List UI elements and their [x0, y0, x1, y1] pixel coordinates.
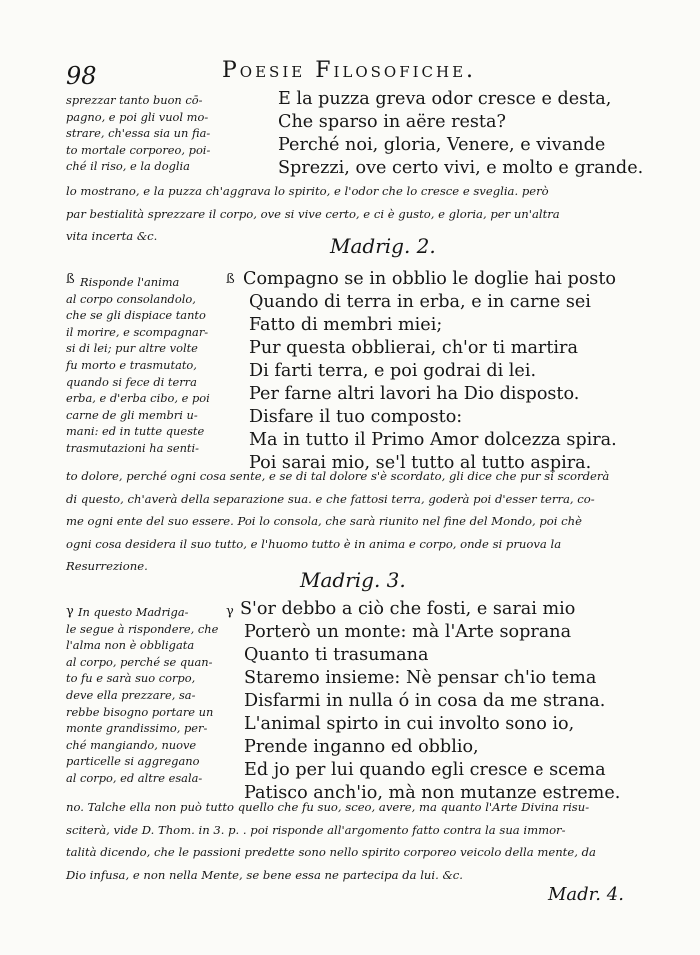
poem-line: Ma in tutto il Primo Amor dolcezza spira. — [249, 430, 617, 450]
gloss-line: strare, ch'essa sia un fia- — [66, 126, 211, 141]
gloss-line: to fu e sarà suo corpo, — [66, 671, 196, 686]
poem-line: Porterò un monte: mà l'Arte soprana — [244, 622, 572, 642]
poem-line: Poi sarai mio, se'l tutto al tutto aspira. — [249, 453, 592, 473]
gloss-line: me ogni ente del suo essere. Poi lo consola, che sarà riunito nel fine del Mondo, poi chè — [66, 514, 583, 528]
gloss-line: rebbe bisogno portare un — [66, 704, 214, 719]
poem-line: Compagno se in obblio le doglie hai posto — [243, 269, 616, 289]
gloss-line: mani: ed in tutte queste — [66, 424, 205, 439]
gloss-line: lo mostrano, e la puzza ch'aggrava lo spirito, e l'odor che lo cresce e sveglia. però — [66, 184, 549, 198]
poem-line: Perché noi, gloria, Venere, e vivande — [278, 135, 606, 155]
gloss-line: carne de gli membri u- — [66, 407, 198, 422]
gloss-line: Risponde l'anima — [80, 275, 180, 289]
gloss-line: ogni cosa desidera il suo tutto, e l'huomo tutto è in anima e corpo, onde si pruova la — [66, 536, 562, 551]
gloss-line: to dolore, perché ogni cosa sente, e se di tal dolore s'è scordato, gli dice che pur si scorderà — [66, 469, 610, 483]
gloss-line: che se gli dispiace tanto — [66, 308, 206, 323]
poem-line: Ed jo per lui quando egli cresce e scema — [244, 760, 606, 780]
poem-line: Quanto ti trasumana — [244, 645, 429, 665]
gloss-madrigal-3 — [78, 604, 189, 621]
poem-line: Quando di terra in erba, e in carne sei — [249, 292, 591, 312]
running-head: Poesie Filosofiche. — [222, 58, 477, 83]
poem-marker: γ — [226, 604, 234, 619]
gloss-wide-madrigal-3 — [66, 796, 596, 886]
poem-line: Pur questa obblierai, ch'or ti martira — [249, 338, 578, 358]
poem-line: Disfare il tuo composto: — [249, 407, 463, 427]
poem-line: Che sparso in aëre resta? — [278, 112, 506, 132]
gloss-madrigal-3-cont — [66, 621, 218, 787]
poem-madrigal-2 — [243, 268, 617, 475]
gloss-marker: γ — [66, 604, 74, 619]
gloss-line: l'alma non è obbligata — [66, 638, 195, 653]
poem-line: S'or debbo a ciò che fosti, e sarai mio — [240, 599, 576, 619]
madrigal-2-heading: Madrig. 2. — [330, 234, 436, 258]
gloss-line: al corpo, perché se quan- — [66, 654, 213, 669]
poem-line: Patisco anch'io, mà non mutanze estreme. — [244, 783, 621, 803]
gloss-line: il morire, e scompagnar- — [66, 324, 209, 339]
page-number: 98 — [66, 62, 97, 90]
gloss-block1 — [66, 92, 210, 175]
poem-line: E la puzza greva odor cresce e desta, — [278, 89, 612, 109]
poem-line: Prende inganno ed obblio, — [244, 737, 479, 757]
poem-madrigal-3 — [240, 598, 620, 805]
gloss-line: si di lei; pur altre volte — [66, 341, 198, 356]
gloss-line: le segue à rispondere, che — [66, 621, 219, 636]
poem-marker: ß — [226, 272, 235, 287]
gloss-line: particelle si aggregano — [66, 754, 200, 769]
gloss-line: Dio infusa, e non nella Mente, se bene essa ne partecipa da lui. &c. — [66, 867, 463, 882]
gloss-line: fu morto e trasmutato, — [66, 357, 197, 372]
gloss-line: In questo Madriga- — [78, 605, 189, 619]
poem-line: Disfarmi in nulla ó in cosa da me strana. — [244, 691, 606, 711]
gloss-line: Resurrezione. — [66, 559, 148, 573]
gloss-marker: ß — [66, 272, 75, 287]
madrigal-3-heading: Madrig. 3. — [300, 568, 406, 592]
gloss-madrigal-2-cont — [66, 291, 210, 457]
gloss-line: quando si fece di terra — [66, 374, 197, 389]
gloss-line: no. Talche ella non può tutto quello che fu suo, sceo, avere, ma quanto l'Arte Divina risu- — [66, 800, 590, 814]
gloss-line: sciterà, vide D. Thom. in 3. p. . poi risponde all'argomento fatto contra la sua immor- — [66, 822, 566, 837]
gloss-line: pagno, e poi gli vuol mo- — [66, 109, 209, 124]
gloss-line: erba, e d'erba cibo, e poi — [66, 391, 210, 406]
gloss-line: trasmutazioni ha senti- — [66, 440, 200, 455]
poem-line: Fatto di membri miei; — [249, 315, 443, 335]
gloss-line: monte grandissimo, per- — [66, 721, 208, 736]
gloss-line: par bestialità sprezzare il corpo, ove si vive certo, e ci è gusto, e gloria, per un'altra — [66, 206, 560, 221]
poem-line: Staremo insieme: Nè pensar ch'io tema — [244, 668, 597, 688]
gloss-line: ché il riso, e la doglia — [66, 159, 190, 174]
poem-line: L'animal spirto in cui involto sono io, — [244, 714, 575, 734]
gloss-line: vita incerta &c. — [66, 229, 158, 243]
gloss-madrigal-2 — [80, 274, 179, 291]
poem-line: Per farne altri lavori ha Dio disposto. — [249, 384, 580, 404]
poem-block1 — [278, 88, 643, 180]
gloss-wide-block1 — [66, 180, 560, 248]
gloss-line: al corpo consolandolo, — [66, 291, 196, 306]
gloss-wide-madrigal-2 — [66, 465, 609, 578]
gloss-line: ché mangiando, nuove — [66, 737, 197, 752]
gloss-line: di questo, ch'averà della separazione sua. e che fattosi terra, goderà poi d'esser terra, co- — [66, 491, 595, 506]
gloss-line: to mortale corporeo, poi- — [66, 142, 211, 157]
gloss-line: talità dicendo, che le passioni predette sono nello spirito corporeo veicolo della mente, da — [66, 845, 596, 859]
poem-line: Sprezzi, ove certo vivi, e molto e grande. — [278, 158, 644, 178]
gloss-line: deve ella prezzare, sa- — [66, 687, 196, 702]
poem-line: Di farti terra, e poi godrai di lei. — [249, 361, 537, 381]
gloss-line: al corpo, ed altre esala- — [66, 770, 203, 785]
gloss-line: sprezzar tanto buon cō- — [66, 93, 203, 107]
catchword: Madr. 4. — [548, 884, 624, 905]
